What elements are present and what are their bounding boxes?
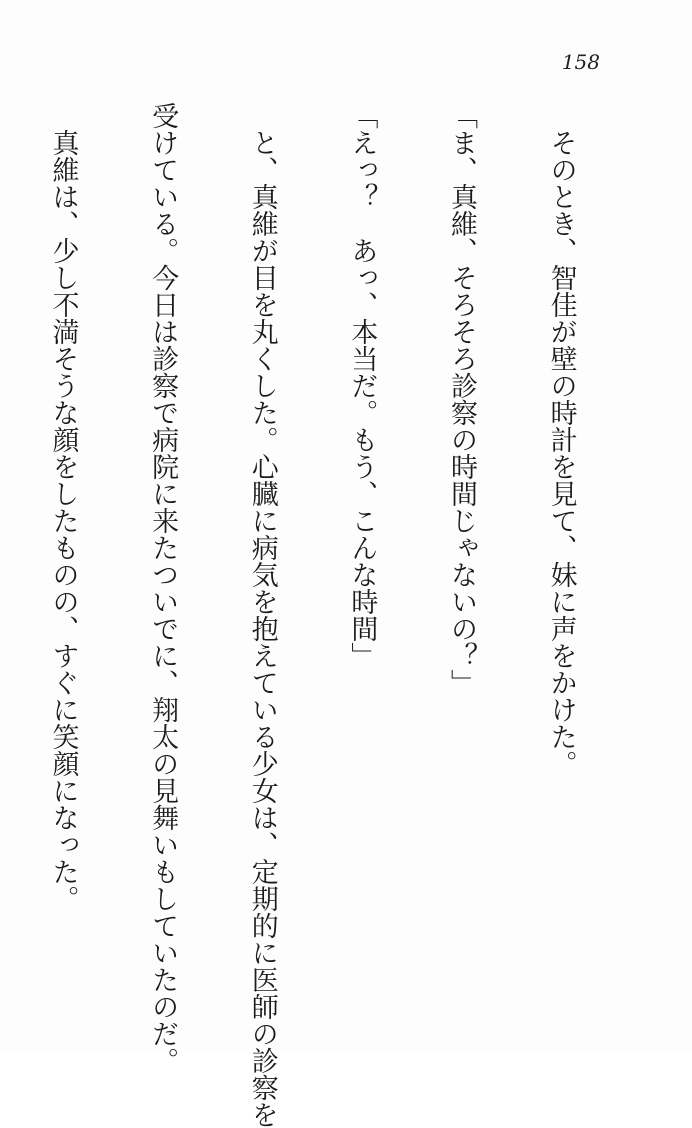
page-number: 158: [561, 50, 600, 74]
text-line: 受けている。今日は診察で病院に来たついでに、翔太の見舞いもしていたのだ。: [147, 102, 179, 1074]
text-line: 「えっ？ あっ、本当だ。もう、こんな時間」: [346, 102, 378, 669]
text-line: 真維は、少し不満そうな顔をしたものの、すぐに笑顔になった。: [47, 102, 79, 912]
text-line: そのとき、智佳が壁の時計を見て、妹に声をかけた。: [545, 102, 577, 777]
vertical-text-body: [0, 102, 644, 1128]
text-line: 「ま、真維、そろそろ診察の時間じゃないの？」: [445, 102, 477, 696]
text-line: と、真維が目を丸くした。心臓に病気を抱えている少女は、定期的に医師の診察を: [246, 102, 278, 1128]
